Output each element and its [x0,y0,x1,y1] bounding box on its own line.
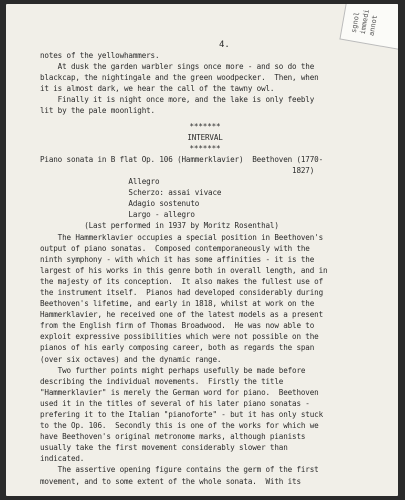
text-line: have Beethoven's original metronome marks, although pianists [40,432,306,442]
text-line: describing the individual movements. Firstly the title [40,376,284,386]
text-line: The assertive opening figure contains the germ of the first [40,465,319,475]
text-line: Two further points might perhaps usefully be made before [40,365,306,375]
text-line: Hammerklavier, he received one of the latest models as a present [40,310,323,320]
document-body [40,50,370,487]
text-line: to the Op. 106. Secondly this is one of the works for which we [40,421,319,431]
paper-scrap [339,4,398,50]
text-line: largest of his works in this genre both in overall length, and in [40,265,328,275]
text-line: The Hammerklavier occupies a special position in Beethoven's [40,232,323,242]
text-line: it is almost dark, we hear the call of the tawny owl. [40,84,275,94]
text-line: At dusk the garden warbler sings once more - and so do the [40,62,315,72]
text-line: (Last performed in 1937 by Moritz Rosenthal) [40,221,279,231]
page-number: 4. [219,40,230,50]
text-line: Largo - allegro [40,210,195,220]
text-line: Beethoven's lifetime, and early in 1818, whilst at work on the [40,299,315,309]
text-line: 1827) [40,165,315,175]
text-line: Scherzo: assai vivace [40,188,222,198]
text-line: blackcap, the nightingale and the green woodpecker. Then, when [40,73,319,83]
text-line: Finally it is night once more, and the lake is only feebly [40,95,315,105]
text-line: notes of the yellowhammers. [40,51,160,60]
text-line: used it in the titles of several of his later piano sonatas - [40,398,310,408]
text-line: the instrument itself. Pianos had developed considerably during [40,287,323,297]
text-line: the majesty of its conception. It also makes the fullest use of [40,276,323,286]
text-line: Piano sonata in B flat Op. 106 (Hammerklavier) Beethoven (1770- [40,154,323,164]
text-line: "Hammerklavier" is merely the German word for piano. Beethoven [40,387,319,397]
text-line: INTERVAL [187,132,223,142]
text-line: lit by the pale moonlight. [40,106,155,116]
text-line: ******* [189,143,221,153]
text-line: movement, and to some extent of the whole sonata. With its [40,476,301,486]
typed-page [6,4,398,496]
paper-scrap-text: sgnol immedi annot [349,8,380,37]
text-line: output of piano sonatas. Composed contemporaneously with the [40,243,310,253]
text-line: ninth symphony - with which it has some affinities - it is the [40,254,315,264]
text-line: (over six octaves) and the dynamic range. [40,354,222,364]
text-line: indicated. [40,454,85,464]
text-line: ******* [189,121,221,131]
text-line: exploit expressive possibilities which were not possible on the [40,332,319,342]
text-line: usually take the first movement considerably slower than [40,443,288,453]
text-line: from the English firm of Thomas Broadwood. He was now able to [40,321,315,331]
text-line: Allegro [40,177,160,187]
text-line: prefering it to the Italian "pianoforte" - but it has only stuck [40,410,323,419]
text-line: pianos of his early composing career, both as regards the span [40,343,315,353]
text-line: Adagio sostenuto [40,199,200,209]
